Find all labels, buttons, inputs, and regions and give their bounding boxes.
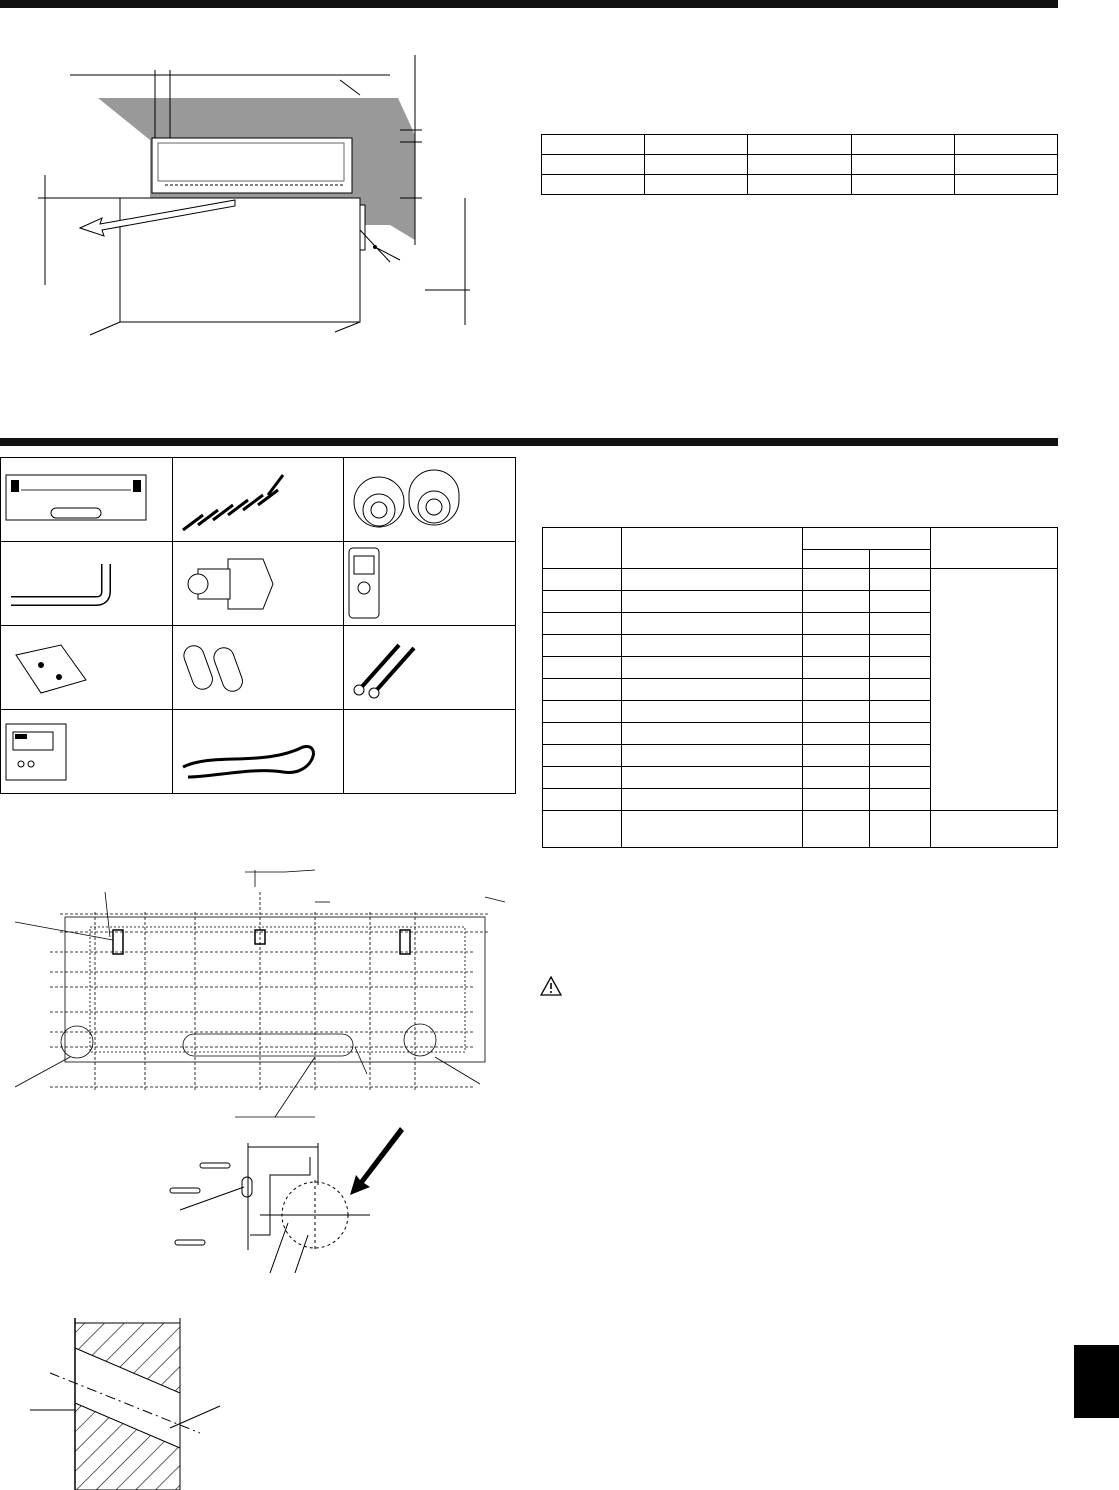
wall-hole-figure: [30, 1318, 230, 1490]
middle-section-rule: [0, 438, 1058, 446]
mounting-plate-figure: [15, 862, 505, 1122]
empty-accessory-cell: [344, 710, 516, 794]
mounting-plate-icon: [1, 470, 151, 530]
flare-nut-cell: [172, 542, 344, 626]
batteries-cell: [172, 626, 344, 710]
cable-cell: [172, 710, 344, 794]
cable-icon: [173, 722, 323, 782]
felt-tape-cell: [344, 458, 516, 542]
felt-tape-rolls-icon: [344, 465, 474, 535]
batteries-icon: [173, 635, 263, 700]
wireless-remote-cell: [344, 542, 516, 626]
warning-triangle-icon: [540, 976, 562, 996]
wired-remote-controller-icon: [1, 722, 71, 782]
accessories-grid: [0, 457, 516, 794]
clearance-table: [541, 134, 1058, 195]
drain-hose-icon: [1, 556, 131, 611]
wired-remote-cell: [1, 710, 173, 794]
drain-hose-cell: [1, 542, 173, 626]
top-section-rule: [0, 0, 1058, 8]
remote-holder-cell: [1, 626, 173, 710]
language-tab: [1074, 1345, 1119, 1418]
mounting-screws-icon: [173, 465, 293, 535]
pipe-table: [542, 527, 1058, 848]
tapping-screws-icon: [344, 635, 424, 700]
wireless-remote-controller-icon: [344, 546, 384, 621]
mounting-plate-cell: [1, 458, 173, 542]
indoor-unit-clearance-figure: [30, 50, 490, 340]
remote-controller-holder-icon: [1, 635, 101, 700]
flare-nut-icon: [173, 549, 283, 619]
mounting-screws-cell: [172, 458, 344, 542]
hole-detail-figure: [160, 1125, 410, 1280]
tapping-screws-cell: [344, 626, 516, 710]
